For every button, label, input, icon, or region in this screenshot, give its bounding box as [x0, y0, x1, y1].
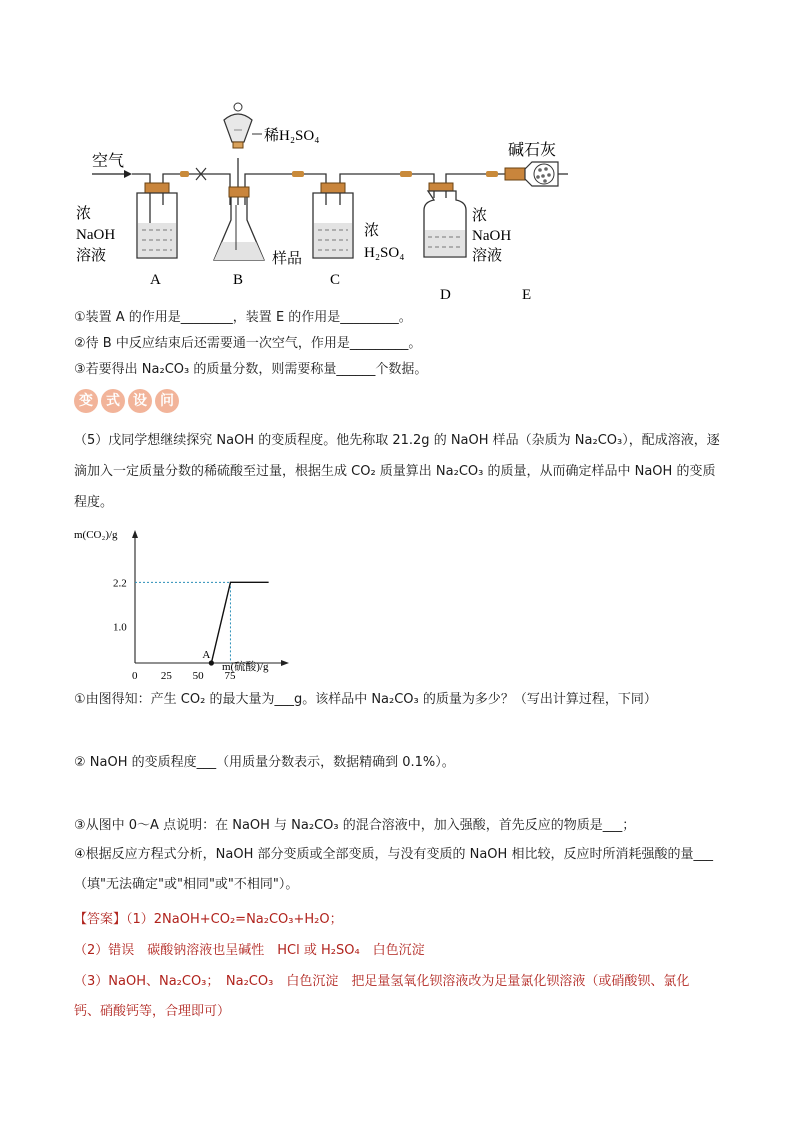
apparatus-diagram: [0, 90, 794, 305]
answer-1: （1）2NaOH+CO₂=Na₂CO₃+H₂O；: [126, 912, 343, 927]
x-tick-label: 0: [132, 670, 138, 680]
bottle-d-label-1: 浓: [472, 208, 488, 224]
y-tick-label: 1.0: [113, 621, 127, 634]
air-label: 空气: [92, 153, 125, 170]
answer-line-3: （3）NaOH、Na₂CO₃； Na₂CO₃ 白色沉淀 把足量氢氧化钡溶液改为足量氯化钡溶液（或硝酸钡、氯化: [74, 974, 690, 989]
badge-char-1: 变: [74, 389, 98, 413]
y-axis-arrow: [132, 530, 138, 538]
sample-label: 样品: [272, 251, 303, 267]
q5-sub-3: ③从图中 0～A 点说明：在 NaOH 与 Na₂CO₃ 的混合溶液中，加入强酸，首先反应的物质是___；: [74, 818, 636, 833]
letter-b: B: [233, 272, 244, 288]
series-line: [211, 582, 268, 663]
point-a-label: A: [202, 649, 211, 661]
separatory-funnel: [224, 103, 262, 148]
bottle-c: [313, 183, 353, 258]
bottle-a-label-3: 溶液: [76, 248, 107, 264]
badge-char-3: 设: [128, 389, 152, 413]
q4-line-3: ③若要得出 Na₂CO₃ 的质量分数，则需要称量______个数据。: [74, 362, 428, 377]
answer-line-2: （2）错误 碳酸钠溶液也呈碱性 HCl 或 H₂SO₄ 白色沉淀: [74, 943, 425, 958]
flask-b: [214, 187, 264, 260]
letter-a: A: [150, 272, 161, 288]
badge-char-4: 问: [155, 389, 179, 413]
bottle-a: [137, 183, 177, 258]
y-tick-label: 2.2: [113, 577, 127, 590]
x-tick-label: 75: [224, 670, 236, 680]
x-axis-arrow: [281, 660, 289, 666]
variant-question-badge: [74, 389, 179, 413]
co2-chart: [70, 520, 300, 680]
answer-tag: 【答案】: [74, 912, 127, 927]
badge-char-2: 式: [101, 389, 125, 413]
q5-sub-2: ② NaOH 的变质程度___（用质量分数表示，数据精确到 0.1%）。: [74, 755, 455, 770]
bottle-c-label-2: H₂SO₄: [364, 245, 405, 261]
acid-label: 稀H₂SO₄: [264, 128, 320, 144]
drying-tube-e: [505, 162, 568, 186]
letter-d: D: [440, 287, 451, 303]
point-a: [209, 660, 214, 665]
bottle-d-label-3: 溶液: [472, 248, 503, 264]
bottle-a-label-1: 浓: [76, 206, 92, 222]
answer-line-1: [74, 911, 343, 929]
letter-c: C: [330, 272, 341, 288]
q5-text: （5）戊同学想继续探究 NaOH 的变质程度。他先称取 21.2g 的 NaOH 样品（杂质为 Na₂CO₃），配成溶液，逐滴加入一定质量分数的稀硫酸至过量，根据生成 CO₂ 质量算出 Na₂CO₃ 的质量，从而确定样品中 NaOH 的变质程度。: [74, 433, 720, 510]
bottle-d: [424, 183, 466, 257]
chart-xlabel: m(硫酸)/g: [222, 661, 269, 673]
x-tick-label: 25: [160, 670, 172, 680]
air-arrow-head: [124, 170, 132, 178]
bottle-a-label-2: NaOH: [76, 227, 116, 243]
answer-line-4: 钙、硝酸钙等，合理即可）: [74, 1004, 231, 1019]
q4-line-2: ②待 B 中反应结束后还需要通一次空气，作用是_________。: [74, 336, 422, 351]
x-tick-label: 50: [192, 670, 204, 680]
bottle-d-label-2: NaOH: [472, 228, 512, 244]
chart-ylabel: m(CO₂)/g: [74, 529, 118, 541]
sodalime-label: 碱石灰: [508, 142, 557, 159]
q5-sub-4: ④根据反应方程式分析，NaOH 部分变质或全部变质，与没有变质的 NaOH 相比较，反应时所消耗强酸的量___（填"无法确定"或"相同"或"不相同"）。: [74, 847, 713, 892]
letter-e: E: [522, 287, 532, 303]
q4-line-1: ①装置 A 的作用是________，装置 E 的作用是_________。: [74, 310, 412, 325]
q5-sub-1: ①由图得知：产生 CO₂ 的最大量为___g。该样品中 Na₂CO₃ 的质量为多少？（写出计算过程，下同）: [74, 692, 657, 707]
bottle-c-label-1: 浓: [364, 223, 380, 239]
